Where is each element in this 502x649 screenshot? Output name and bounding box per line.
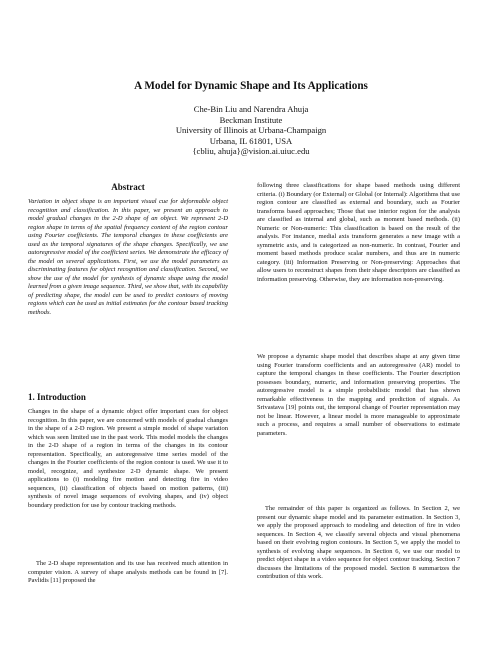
paper-title: A Model for Dynamic Shape and Its Applications — [134, 80, 368, 92]
author-city: Urbana, IL 61801, USA — [209, 135, 293, 146]
author-institute: Beckman Institute — [219, 114, 283, 125]
author-names: Che-Bin Liu and Narendra Ahuja — [193, 104, 309, 114]
introduction-heading: 1. Introduction — [28, 392, 86, 402]
introduction-paragraph-1: Changes in the shape of a dynamic object offer important cues for object recognition. In this paper, we are concerned with models of gradual changes in the shape of a 2-D region. We present a simple model of shape variation which was seen limited use in the past work. This model models the changes in the 2-D shape of a region in terms of the changes in its contour representation. Specifically, an autoregressive time series model of the changes in the Fourier coefficients of the region contour is used. We use it to model, recognize, and synthesize 2-D dynamic shape. We present applications to (i) modeling fire motion and detecting fire in video sequences, (ii) classification of objects based on motion patterns, (iii) synthesis of novel image sequences of evolving shapes, and (iv) object boundary prediction for use by contour tracking methods. — [28, 408, 228, 509]
abstract-heading: Abstract — [111, 182, 145, 192]
introduction-paragraph-2: The 2-D shape representation and its use has received much attention in computer vision. A survey of shape analysis methods can be found in [7]. Pavlidis [11] proposed the — [28, 560, 228, 584]
right-column-paragraph-3: The remainder of this paper is organized as follows. In Section 2, we present our dynamic shape model and its parameter estimation. In Section 3, we apply the proposed approach to modeling and detection of fire in video sequences. In Section 4, we classify several objects and visual phenomena based on their evolving region contours. In Section 5, we apply the model to synthesis of evolving shape sequences. In Section 6, we use our model to predict object shape in a video sequence for object contour tracking. Section 7 discusses the limitations of the proposed model. Section 8 summarizes the contribution of this work. — [257, 505, 460, 580]
right-column-paragraph-1: following three classifications for shape based methods using different criteria. (i) Boundary (or External) or Global (or Internal): Algorithms that use region contour are classified as external and boundary, such as Fourier transforms based approaches; Those that use interior region for the analysis are classified as internal and global, such as moment based methods. (ii) Numeric or Non-numeric: This classification is based on the result of the analysis. For instance, medial axis transform generates a new image with a symmetric axis, and is categorized as non-numeric. In contrast, Fourier and moment based methods produce scalar numbers, and thus are in numeric category. (iii) Information Preserving or Non-preserving: Approaches that allow users to reconstruct shapes from their shape descriptors are classified as information preserving. Otherwise, they are information non-preserving. — [257, 182, 460, 283]
author-block — [0, 104, 502, 157]
right-column-paragraph-2: We propose a dynamic shape model that describes shape at any given time using Fourier transform coefficients and an autoregressive (AR) model to capture the temporal changes in these coefficients. The Fourier description possesses boundary, numeric, and information preserving properties. The autoregressive model is a simple probabilistic model that has shown remarkable effectiveness in the mapping and prediction of signals. As Srivastava [19] points out, the temporal change of Fourier representation may not be linear. However, a linear model is more manageable to approximate such a process, and requires a small number of observations to estimate parameters. — [257, 353, 460, 437]
author-university: University of Illinois at Urbana-Champaign — [175, 125, 327, 136]
abstract-body: Variation in object shape is an important visual cue for deformable object recognition and classification. In this paper, we present an approach to model gradual changes in the 2-D shape of an object. We represent 2-D region shape in terms of the spatial frequency content of the region contour using Fourier coefficients. The temporal changes in these coefficients are used as the temporal signatures of the shape changes. Specifically, we use autoregressive model of the coefficient series. We demonstrate the efficacy of the model on several applications. First, we use the model parameters as discriminating features for object recognition and classification. Second, we show the use of the model for synthesis of dynamic shape using the model learned from a given image sequence. Third, we show that, with its capability of predicting shape, the model can be used to predict contours of moving regions which can be used as initial estimates for the contour based tracking methods. — [28, 198, 228, 316]
author-email: {cbliu, ahuja}@vision.ai.uiuc.edu — [192, 146, 310, 157]
